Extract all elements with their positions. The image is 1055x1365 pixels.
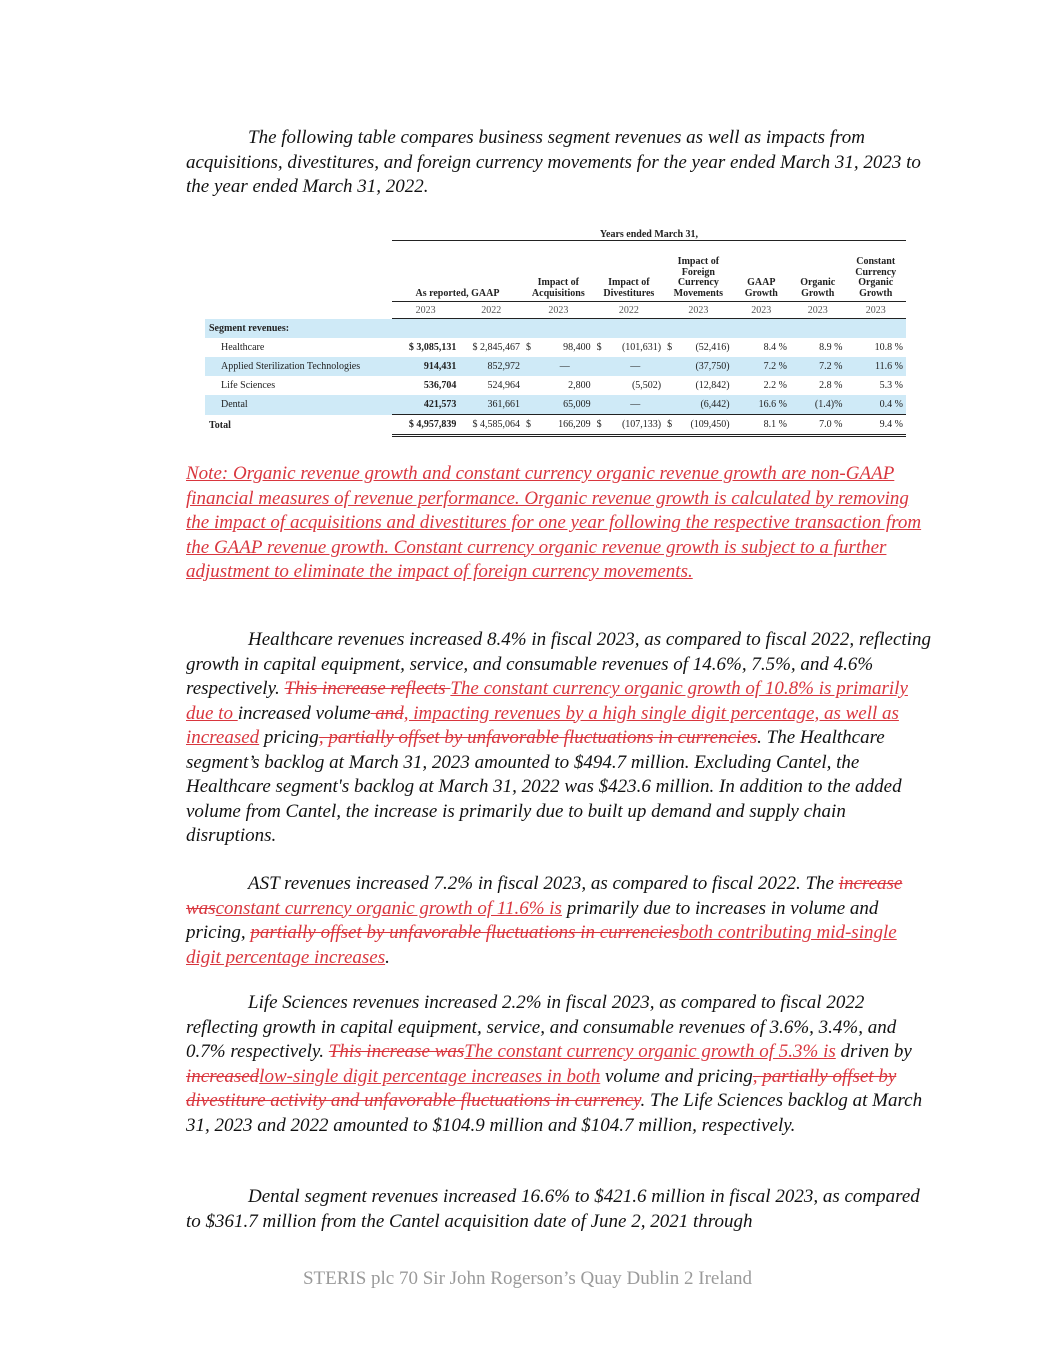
col-header-divestitures: Impact of Divestitures	[594, 241, 665, 302]
plain-text: driven by	[835, 1041, 912, 1062]
deleted-text: and	[370, 702, 404, 724]
cell-value: 8.9 %	[819, 342, 843, 353]
cell-value: 2,800	[568, 380, 591, 391]
currency-symbol: $	[526, 342, 532, 353]
table-row	[205, 357, 906, 376]
cell-value: 10.8 %	[874, 342, 903, 353]
dental-paragraph: Dental segment revenues increased 16.6% to $421.6 million in fiscal 2023, as compared to $361.7 million from the Cantel acquisition date of June 2, 2021 through	[186, 1186, 920, 1232]
page-footer: STERIS plc 70 Sir John Rogerson’s Quay Dublin 2 Ireland	[302, 1268, 753, 1289]
healthcare-paragraph	[186, 628, 932, 849]
currency-symbol: $	[408, 419, 414, 430]
cell-value: 166,209	[536, 415, 594, 436]
cell-value: —	[536, 357, 594, 376]
cell-value: 3,085,131	[416, 342, 457, 353]
cell-value: 5.3 %	[879, 380, 903, 391]
col-header-currency: Impact of Foreign Currency Movements	[664, 241, 733, 302]
plain-text: . The Life Sciences backlog at March 31, 2023 and 2022 amounted to $104.9 million and $104.7 million, respectively.	[186, 1090, 923, 1136]
cell-value: 914,431	[423, 361, 457, 372]
currency-symbol: $	[472, 342, 478, 353]
table-row	[205, 376, 906, 395]
year-label: 2023	[845, 302, 906, 319]
cell-value: 536,704	[423, 380, 457, 391]
deleted-text: increased	[186, 1065, 260, 1087]
row-label: Life Sciences	[221, 380, 276, 391]
cell-value: (101,631)	[621, 342, 662, 353]
cell-value: (107,133)	[606, 415, 664, 436]
deleted-text: partially offset by unfavorable fluctuations in currencies	[250, 922, 680, 943]
inserted-text: both contributing mid-single digit percentage increases	[186, 922, 897, 968]
plain-text: .	[385, 946, 390, 968]
inserted-text: , impacting revenues by a high single digit percentage, as well as increased	[186, 702, 899, 748]
cell-value: 852,972	[459, 357, 523, 376]
cell-value: (12,842)	[695, 380, 730, 391]
plain-text: increased volume	[237, 702, 371, 724]
deleted-text: This increase was	[328, 1041, 465, 1062]
year-label: 2023	[523, 302, 594, 319]
year-label: 2022	[459, 302, 523, 319]
year-label: 2023	[664, 302, 733, 319]
col-header-organic-growth: Organic Growth	[790, 241, 845, 302]
currency-symbol: $	[408, 342, 414, 353]
year-label: 2023	[733, 302, 790, 319]
table-super-header: Years ended March 31,	[392, 226, 906, 241]
cell-value: 7.0 %	[790, 415, 845, 436]
cell-value: (6,442)	[677, 395, 733, 415]
table-row	[205, 338, 906, 357]
cell-value: 2,845,467	[480, 342, 521, 353]
cell-value: 421,573	[423, 399, 457, 410]
currency-symbol: $	[594, 415, 607, 436]
intro-paragraph: The following table compares business segment revenues as well as impacts from acquisitions, divestitures, and foreign currency movements for the year ended March 31, 2023 to the year ended March 31, 2022.	[186, 127, 921, 197]
cell-value: (5,502)	[631, 380, 662, 391]
cell-value: 2.2 %	[763, 380, 787, 391]
plain-text: . The Healthcare segment’s backlog at March 31, 2023 amounted to $494.7 million. Excluding Cantel, the Healthcare segment's backlog at March 31, 2022 was $423.6 million. In addition to the added volume from Cantel, the increase is primarily due to built up demand and supply chain disruptions.	[186, 727, 902, 846]
cell-value: (37,750)	[677, 357, 733, 376]
deleted-text: increase was	[186, 873, 903, 919]
ast-paragraph	[186, 872, 932, 970]
cell-value: 8.1 %	[733, 415, 790, 436]
cell-value: 4,585,064	[480, 419, 521, 430]
currency-symbol: $	[472, 419, 478, 430]
currency-symbol: $	[523, 415, 536, 436]
currency-symbol: $	[667, 342, 673, 353]
cell-value: 2.8 %	[819, 380, 843, 391]
year-label: 2023	[790, 302, 845, 319]
deleted-text: , partially offset by divestiture activity and unfavorable fluctuations in currency	[186, 1065, 897, 1111]
cell-value: (1.4)%	[790, 395, 845, 415]
cell-value: 65,009	[536, 395, 594, 415]
inserted-text: The constant currency organic growth of 5.3% is	[464, 1041, 836, 1062]
plain-text: volume and pricing	[600, 1065, 753, 1087]
cell-value: 4,957,839	[416, 419, 457, 430]
inserted-text: low-single digit percentage increases in both	[259, 1065, 601, 1087]
cell-value: 0.4 %	[845, 395, 906, 415]
plain-text: Healthcare revenues increased 8.4% in fiscal 2023, as compared to fiscal 2022, reflecting growth in capital equipment, service, and consumable revenues of 14.6%, 7.5%, and 4.6% respectively.	[186, 629, 931, 699]
cell-value: —	[606, 395, 664, 415]
cell-value: 11.6 %	[845, 357, 906, 376]
cell-value: 361,661	[459, 395, 523, 415]
segment-revenue-table	[205, 226, 906, 437]
row-label: Applied Sterilization Technologies	[205, 357, 392, 376]
deleted-text: This increase reflects	[284, 678, 451, 699]
section-row	[205, 319, 906, 339]
plain-text: primarily due to increases in volume and pricing,	[186, 897, 879, 943]
deleted-text: , partially offset by unfavorable fluctuations in currencies	[318, 727, 758, 748]
currency-symbol: $	[664, 415, 677, 436]
table-row	[205, 395, 906, 415]
cell-value: 9.4 %	[845, 415, 906, 436]
cell-value: 98,400	[563, 342, 591, 353]
inserted-text: The constant currency organic growth of 10.8% is primarily due to	[186, 678, 908, 724]
row-label: Healthcare	[221, 342, 265, 353]
row-label: Dental	[205, 395, 392, 415]
row-label: Total	[209, 419, 231, 431]
cell-value: 7.2 %	[790, 357, 845, 376]
col-header-gaap-growth: GAAP Growth	[733, 241, 790, 302]
col-header-acquisitions: Impact of Acquisitions	[523, 241, 594, 302]
cell-value: 524,964	[487, 380, 521, 391]
plain-text: AST revenues increased 7.2% in fiscal 2023, as compared to fiscal 2022. The	[248, 873, 839, 894]
col-header-as-reported: As reported, GAAP	[392, 241, 523, 302]
cell-value: (52,416)	[695, 342, 730, 353]
col-header-constant-currency: Constant Currency Organic Growth	[845, 241, 906, 302]
plain-text: pricing	[259, 727, 319, 748]
section-label: Segment revenues:	[209, 322, 290, 334]
life-sciences-paragraph	[186, 991, 932, 1138]
year-label: 2023	[392, 302, 459, 319]
plain-text: Life Sciences revenues increased 2.2% in fiscal 2023, as compared to fiscal 2022 reflecting growth in capital equipment, service, and consumable revenues of 3.6%, 3.4%, and 0.7% respectively.	[186, 992, 897, 1062]
inserted-text: constant currency organic growth of 11.6% is	[215, 897, 562, 919]
cell-value: 16.6 %	[733, 395, 790, 415]
cell-value: (109,450)	[677, 415, 733, 436]
cell-value: 8.4 %	[763, 342, 787, 353]
year-label: 2022	[594, 302, 665, 319]
note-paragraph: Note: Organic revenue growth and constant currency organic revenue growth are non-GAAP financial measures of revenue performance. Organic revenue growth is calculated by removing the impact of acquisitions and divestitures for one year following the respective transaction from the GAAP revenue growth. Constant currency organic revenue growth is subject to a further adjustment to eliminate the impact of foreign currency movements.	[186, 463, 922, 582]
cell-value: 7.2 %	[733, 357, 790, 376]
total-row	[205, 415, 906, 436]
currency-symbol: $	[596, 342, 602, 353]
cell-value: —	[606, 357, 664, 376]
